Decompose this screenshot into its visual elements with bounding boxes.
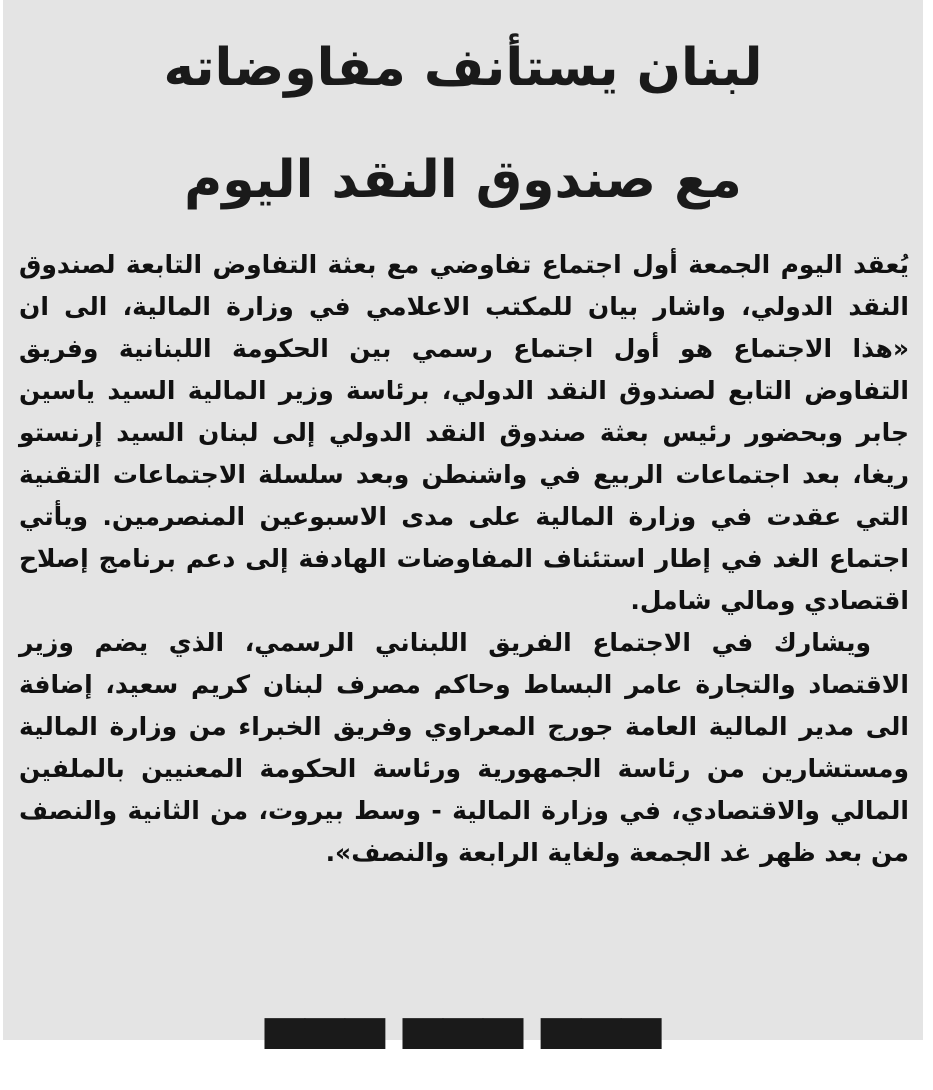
cropped-next-headline: ▀▀▀ ▀▀▀ ▀▀▀ <box>264 1020 662 1080</box>
article-paragraph: يُعقد اليوم الجمعة أول اجتماع تفاوضي مع بعثة التفاوض التابعة لصندوق النقد الدولي، واشار بيان للمكتب الاعلامي في وزارة المالية، الى ان «هذا الاجتماع هو أول اجتماع رسمي بين الحكومة اللبنانية وفريق التفاوض التابع لصندوق النقد الدولي، برئاسة وزير المالية السيد ياسين جابر وبحضور رئيس بعثة صندوق النقد الدولي إلى لبنان السيد إرنستو ريغا، بعد اجتماعات الربيع في واشنطن وبعد سلسلة الاجتماعات التقنية التي عقدت في وزارة المالية على مدى الاسبوعين المنصرمين. ويأتي اجتماع الغد في إطار استئناف المفاوضات الهادفة إلى دعم برنامج إصلاح اقتصادي ومالي شامل. <box>19 250 909 615</box>
headline-line-2: مع صندوق النقد اليوم <box>184 150 742 210</box>
article-paragraph: ويشارك في الاجتماع الفريق اللبناني الرسمي، الذي يضم وزير الاقتصاد والتجارة عامر البساط وحاكم مصرف لبنان كريم سعيد، إضافة الى مدير المالية العامة جورج المعراوي وفريق الخبراء من وزارة المالية ومستشارين من رئاسة الجمهورية ورئاسة الحكومة المعنيين بالملفين المالي والاقتصادي، في وزارة المالية - وسط بيروت، من الثانية والنصف من بعد ظهر غد الجمعة ولغاية الرابعة والنصف». <box>19 628 909 867</box>
headline-line-1: لبنان يستأنف مفاوضاته <box>163 38 763 98</box>
article-body <box>19 244 909 874</box>
